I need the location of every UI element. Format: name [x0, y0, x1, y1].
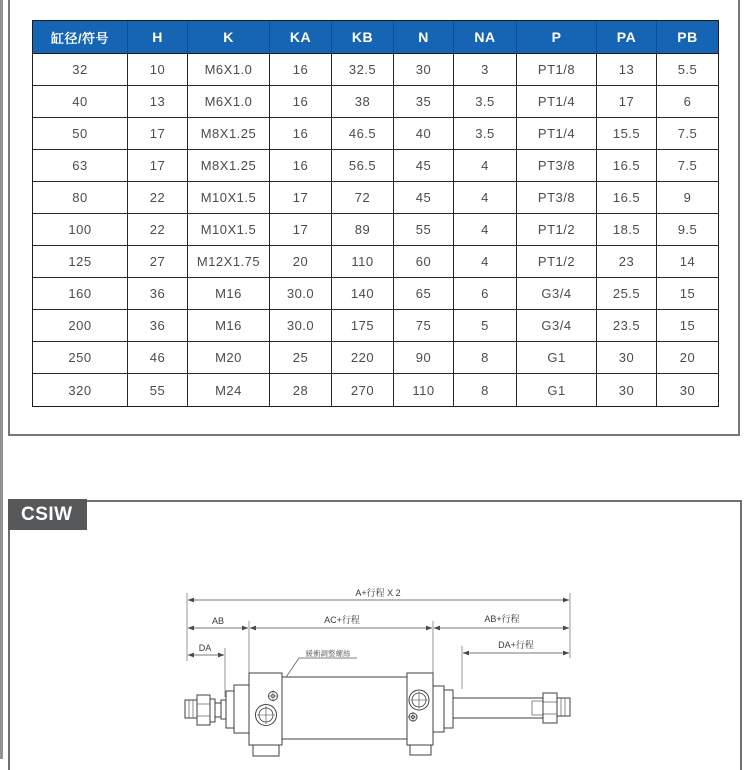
- table-cell: 56.5: [332, 150, 394, 182]
- table-cell: 220: [332, 342, 394, 374]
- table-cell: 320: [33, 374, 128, 406]
- table-cell: 45: [394, 182, 454, 214]
- table-cell: 200: [33, 310, 128, 342]
- left-gland-flange: [234, 685, 249, 733]
- column-header: K: [188, 21, 270, 54]
- spec-table-wrap: [32, 20, 719, 407]
- table-cell: 20: [270, 246, 332, 278]
- left-washer: [210, 699, 215, 722]
- table-cell: M12X1.75: [188, 246, 270, 278]
- table-row: [33, 310, 718, 342]
- table-cell: 36: [128, 310, 188, 342]
- column-header: NA: [454, 21, 517, 54]
- dim-label-da: DA: [198, 643, 212, 653]
- right-rod-thread-tip: [557, 698, 570, 716]
- table-cell: 16: [270, 86, 332, 118]
- table-cell: 3: [454, 54, 517, 86]
- table-cell: 89: [332, 214, 394, 246]
- table-row: [33, 54, 718, 86]
- table-cell: 250: [33, 342, 128, 374]
- table-cell: G3/4: [517, 278, 597, 310]
- column-header: H: [128, 21, 188, 54]
- table-cell: 175: [332, 310, 394, 342]
- table-cell: 8: [454, 342, 517, 374]
- table-cell: PT1/8: [517, 54, 597, 86]
- table-cell: 6: [454, 278, 517, 310]
- table-cell: 30: [394, 54, 454, 86]
- table-cell: 13: [597, 54, 657, 86]
- table-cell: 16: [270, 150, 332, 182]
- table-cell: 46.5: [332, 118, 394, 150]
- table-cell: 30: [597, 374, 657, 406]
- table-cell: 25.5: [597, 278, 657, 310]
- column-header: PA: [597, 21, 657, 54]
- table-cell: M20: [188, 342, 270, 374]
- table-cell: 17: [597, 86, 657, 118]
- dim-label-total-length: A+行程 X 2: [355, 588, 401, 598]
- table-cell: M10X1.5: [188, 214, 270, 246]
- table-cell: PT1/2: [517, 246, 597, 278]
- column-header: P: [517, 21, 597, 54]
- table-cell: 36: [128, 278, 188, 310]
- table-cell: 32.5: [332, 54, 394, 86]
- table-cell: 6: [657, 86, 718, 118]
- table-cell: 38: [332, 86, 394, 118]
- table-row: [33, 86, 718, 118]
- table-cell: 90: [394, 342, 454, 374]
- right-end-cap: [407, 673, 433, 745]
- callout-label: 緩衝調整螺絲: [305, 649, 351, 658]
- table-cell: 270: [332, 374, 394, 406]
- table-cell: 15: [657, 278, 718, 310]
- table-cell: G1: [517, 342, 597, 374]
- table-cell: M8X1.25: [188, 118, 270, 150]
- page-edge-line: [0, 0, 3, 759]
- table-cell: 16: [270, 118, 332, 150]
- table-row: [33, 246, 718, 278]
- table-cell: 16: [270, 54, 332, 86]
- table-cell: 18.5: [597, 214, 657, 246]
- table-cell: M8X1.25: [188, 150, 270, 182]
- table-cell: 22: [128, 214, 188, 246]
- table-cell: 75: [394, 310, 454, 342]
- table-cell: 20: [657, 342, 718, 374]
- column-header: 缸径/符号: [33, 21, 128, 54]
- right-gland-flange: [433, 686, 444, 732]
- table-cell: 9: [657, 182, 718, 214]
- right-gland-plate: [444, 690, 453, 728]
- left-gland-plate: [226, 691, 234, 728]
- table-cell: 8: [454, 374, 517, 406]
- table-cell: 16.5: [597, 150, 657, 182]
- table-cell: 160: [33, 278, 128, 310]
- left-rod: [215, 703, 221, 717]
- column-header: KB: [332, 21, 394, 54]
- table-cell: 23.5: [597, 310, 657, 342]
- table-cell: 110: [394, 374, 454, 406]
- table-cell: 30: [657, 374, 718, 406]
- table-cell: 5.5: [657, 54, 718, 86]
- table-cell: 4: [454, 214, 517, 246]
- right-rod-step: [532, 701, 543, 715]
- table-cell: 46: [128, 342, 188, 374]
- table-cell: G1: [517, 374, 597, 406]
- table-cell: 40: [394, 118, 454, 150]
- table-cell: 40: [33, 86, 128, 118]
- left-end-cap: [249, 673, 282, 745]
- table-cell: 15.5: [597, 118, 657, 150]
- table-cell: 55: [128, 374, 188, 406]
- table-cell: PT1/2: [517, 214, 597, 246]
- table-row: [33, 150, 718, 182]
- table-cell: G3/4: [517, 310, 597, 342]
- table-cell: 7.5: [657, 118, 718, 150]
- table-cell: 27: [128, 246, 188, 278]
- table-cell: 17: [270, 214, 332, 246]
- table-cell: 13: [128, 86, 188, 118]
- table-row: [33, 374, 718, 406]
- table-cell: M16: [188, 278, 270, 310]
- table-cell: 125: [33, 246, 128, 278]
- table-cell: 17: [128, 150, 188, 182]
- table-cell: M24: [188, 374, 270, 406]
- table-cell: 4: [454, 246, 517, 278]
- table-cell: PT1/4: [517, 86, 597, 118]
- table-cell: M10X1.5: [188, 182, 270, 214]
- column-header: PB: [657, 21, 718, 54]
- right-cap-foot: [410, 745, 431, 755]
- table-cell: 16.5: [597, 182, 657, 214]
- header-row: [33, 21, 718, 54]
- column-header: N: [394, 21, 454, 54]
- spec-table-panel: [8, 0, 740, 436]
- table-cell: 30.0: [270, 310, 332, 342]
- table-cell: 4: [454, 150, 517, 182]
- table-cell: 45: [394, 150, 454, 182]
- section-label-csiw: CSIW: [8, 499, 87, 530]
- table-cell: PT3/8: [517, 182, 597, 214]
- table-cell: 60: [394, 246, 454, 278]
- table-cell: 17: [128, 118, 188, 150]
- table-cell: M6X1.0: [188, 86, 270, 118]
- table-cell: 35: [394, 86, 454, 118]
- right-rod: [453, 698, 543, 718]
- table-cell: 110: [332, 246, 394, 278]
- table-cell: 30: [597, 342, 657, 374]
- table-cell: 14: [657, 246, 718, 278]
- table-cell: PT1/4: [517, 118, 597, 150]
- table-cell: 25: [270, 342, 332, 374]
- table-cell: 3.5: [454, 86, 517, 118]
- table-cell: 72: [332, 182, 394, 214]
- table-cell: 100: [33, 214, 128, 246]
- table-cell: 28: [270, 374, 332, 406]
- left-rod-collar: [221, 700, 226, 719]
- dim-label-ac-stroke: AC+行程: [324, 615, 360, 625]
- table-cell: 10: [128, 54, 188, 86]
- table-cell: M6X1.0: [188, 54, 270, 86]
- table-cell: 30.0: [270, 278, 332, 310]
- right-hex-nut: [543, 693, 557, 723]
- dim-label-ab: AB: [211, 616, 225, 626]
- table-cell: 140: [332, 278, 394, 310]
- table-cell: 50: [33, 118, 128, 150]
- table-cell: 55: [394, 214, 454, 246]
- table-cell: 32: [33, 54, 128, 86]
- table-cell: 80: [33, 182, 128, 214]
- table-row: [33, 118, 718, 150]
- dim-label-ab-stroke: AB+行程: [484, 614, 520, 624]
- left-hex-nut: [197, 695, 210, 725]
- table-cell: 3.5: [454, 118, 517, 150]
- table-cell: 22: [128, 182, 188, 214]
- table-cell: 17: [270, 182, 332, 214]
- spec-table-head: [33, 21, 718, 54]
- table-cell: 15: [657, 310, 718, 342]
- table-cell: 7.5: [657, 150, 718, 182]
- table-cell: 65: [394, 278, 454, 310]
- table-cell: 5: [454, 310, 517, 342]
- table-row: [33, 214, 718, 246]
- dim-label-da-stroke: DA+行程: [498, 640, 534, 650]
- table-cell: 4: [454, 182, 517, 214]
- cylinder-technical-drawing: [180, 585, 580, 759]
- table-cell: 63: [33, 150, 128, 182]
- table-cell: 23: [597, 246, 657, 278]
- table-row: [33, 342, 718, 374]
- cylinder-body: [185, 673, 570, 756]
- table-row: [33, 278, 718, 310]
- spec-table-body: [33, 54, 718, 406]
- table-cell: 9.5: [657, 214, 718, 246]
- table-row: [33, 182, 718, 214]
- left-cap-foot: [253, 745, 279, 756]
- cylinder-spec-table: [32, 20, 719, 407]
- cylinder-tube: [282, 677, 407, 739]
- table-cell: PT3/8: [517, 150, 597, 182]
- column-header: KA: [270, 21, 332, 54]
- table-cell: M16: [188, 310, 270, 342]
- left-rod-thread-tip: [185, 700, 198, 718]
